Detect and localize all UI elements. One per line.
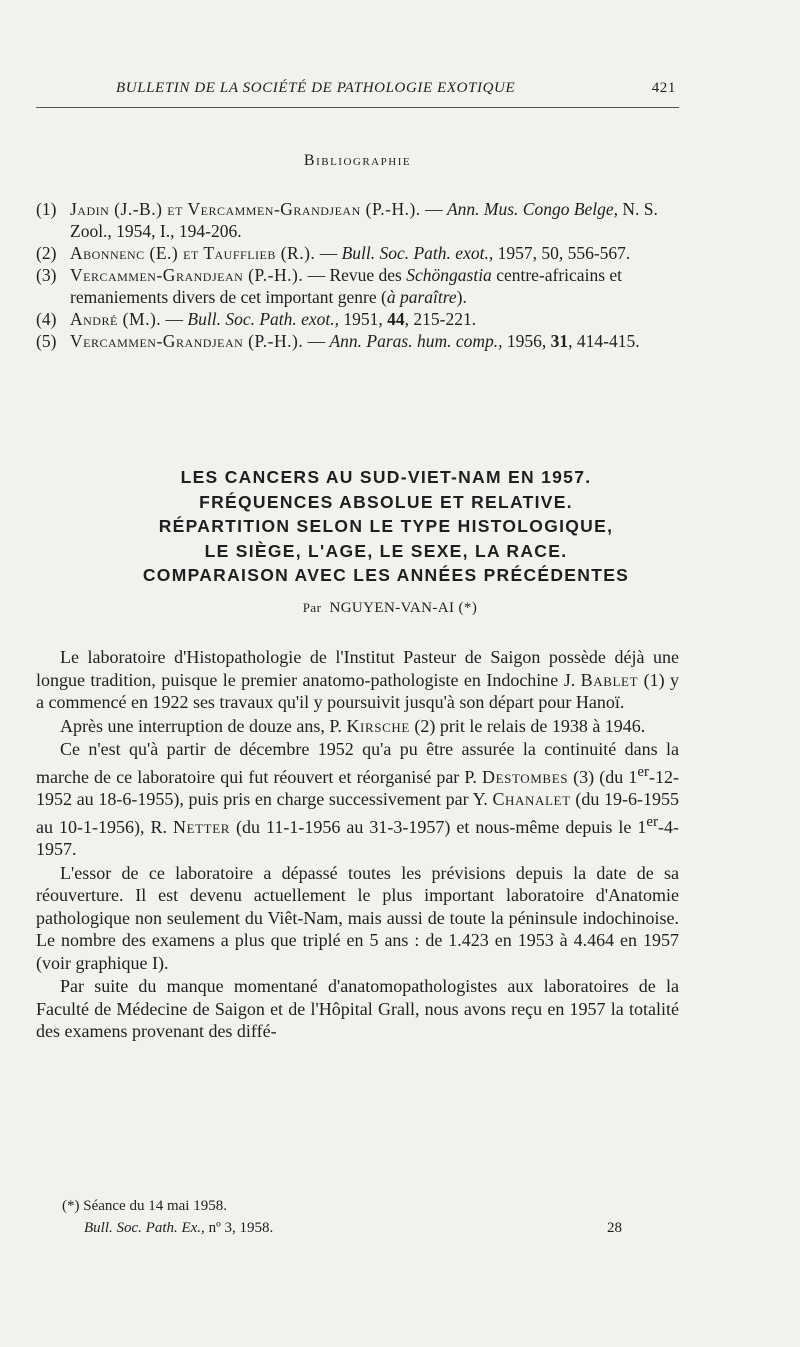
bib-entry-authors: Vercammen-Grandjean (P.-H.). <box>70 265 304 285</box>
text-run: (3) (du 1 <box>568 766 638 787</box>
running-head <box>116 80 676 97</box>
footnote-issue: nº 3, 1958. <box>204 1220 274 1236</box>
bib-entry-genus: Schöngastia <box>406 265 492 285</box>
bib-entry-journal: Bull. Soc. Path. exot., <box>187 309 340 329</box>
bib-entry-5 <box>36 330 679 352</box>
bibliography-list <box>36 198 679 352</box>
article-title-line: COMPARAISON AVEC LES ANNÉES PRÉCÉDENTES <box>142 565 630 585</box>
journal-running-title: BULLETIN DE LA SOCIÉTÉ DE PATHOLOGIE EXOTIQUE <box>116 80 516 96</box>
text-run: Après une interruption de douze ans, P. <box>60 715 347 736</box>
paragraph <box>36 646 679 714</box>
bib-entry-ref: 1957, 50, 556-567. <box>493 243 631 263</box>
byline <box>0 600 780 617</box>
bib-entry-ref: centre-africains et remaniements divers de cet important genre ( <box>70 265 623 307</box>
article-title-line: FRÉQUENCES ABSOLUE ET RELATIVE. <box>199 491 573 512</box>
bib-entry-dash: — <box>161 309 188 329</box>
paragraph: L'essor de ce laboratoire a dépassé toutes les prévisions depuis la date de sa réouverture. Il est devenu actuellement le plus important laboratoire d'Anatomie pathologique non seulement du Viêt-Nam, mais aussi de toute la péninsule indochinoise. Le nombre des examens a plus que triplé en 5 ans : de 1.423 en 1953 à 4.464 en 1957 (voir graphique I). <box>36 862 679 973</box>
bib-entry-number: (5) <box>36 331 57 351</box>
bib-entry-2 <box>36 242 679 264</box>
bib-entry-ref: N. S. Zool., 1954, I., 194-206. <box>70 199 658 241</box>
bib-entry-year: 1951, <box>339 309 388 329</box>
footnote-session: (*) Séance du 14 mai 1958. <box>62 1198 227 1214</box>
page-number: 421 <box>651 80 676 96</box>
bib-entry-dash: — <box>420 199 447 219</box>
text-run: (du 19-6-1955 au 10-1-1956), R. <box>36 789 680 837</box>
bib-entry-dash: — <box>303 265 330 285</box>
person-name: Kirsche <box>346 715 410 736</box>
bib-entry-authors: Vercammen-Grandjean (P.-H.). <box>70 331 304 351</box>
bib-entry-pages: , 414-415. <box>568 331 640 351</box>
bib-entry-3 <box>36 264 679 308</box>
text-run: (du 11-1-1956 au 31-3-1957) et nous-même depuis le 1 <box>230 816 647 837</box>
bib-entry-pre: Revue des <box>329 265 407 285</box>
text-run: Ce n'est qu'à partir de décembre 1952 qu'a pu être assurée la continuité dans la marche de ce laboratoire qui fut réouvert et réorganisé par P. <box>36 739 679 787</box>
bib-entry-close: ). <box>456 287 467 307</box>
article-title-line: LE SIÈGE, L'AGE, LE SEXE, LA RACE. <box>204 540 568 561</box>
article-body <box>36 646 679 1044</box>
footnote <box>62 1195 622 1239</box>
bib-entry-authors: André (M.). <box>70 309 162 329</box>
person-name: Destombes <box>482 766 569 787</box>
paragraph: Par suite du manque momentané d'anatomopathologistes aux laboratoires de la Faculté de Médecine de Saigon et de l'Hôpital Grall, nous avons reçu en 1957 la totalité des examens provenant des diffé- <box>36 976 679 1041</box>
paragraph <box>36 738 679 861</box>
bib-entry-journal: Bull. Soc. Path. exot., <box>341 243 494 263</box>
bibliography-heading: Bibliographie <box>303 152 412 169</box>
ordinal-suffix: er <box>637 763 649 780</box>
bib-entry-1 <box>36 198 679 242</box>
article-author: NGUYEN-VAN-AI (*) <box>329 600 478 616</box>
person-name: Bablet <box>580 669 639 690</box>
text-run: -12-1952 au 18-6-1955), puis pris en charge successivement par Y. <box>36 766 679 809</box>
footnote-journal-line <box>62 1217 622 1239</box>
bib-entry-4 <box>36 308 679 330</box>
header-rule <box>36 107 679 108</box>
text-run: (2) prit le relais de 1938 à 1946. <box>409 715 646 736</box>
text-run: Le laboratoire d'Histopathologie de l'Institut Pasteur de Saigon possède déjà une longue tradition, puisque le premier anatomo-pathologiste en Indochine J. <box>36 647 679 690</box>
bib-entry-number: (3) <box>36 265 57 285</box>
article-title-line: RÉPARTITION SELON LE TYPE HISTOLOGIQUE, <box>158 516 614 536</box>
paragraph <box>36 715 679 738</box>
bib-entry-number: (1) <box>36 199 57 219</box>
bib-entry-authors: Jadin (J.-B.) et Vercammen-Grandjean (P.-H.). <box>70 199 421 219</box>
bib-entry-journal: Ann. Mus. Congo Belge, <box>446 199 619 219</box>
bib-entry-year: 1956, <box>502 331 551 351</box>
text-run: (1) y a commencé en 1922 ses travaux qu'il y poursuivit jusqu'à son départ pour Hanoï. <box>36 669 679 712</box>
article-title <box>66 465 706 588</box>
bib-entry-volume: 44 <box>387 309 405 329</box>
article-title-line: LES CANCERS AU SUD-VIET-NAM EN 1957. <box>180 467 592 487</box>
text-run: -4-1957. <box>36 816 679 859</box>
bib-entry-pages: , 215-221. <box>404 309 477 329</box>
person-name: Chanalet <box>492 789 571 809</box>
ordinal-suffix: er <box>646 813 658 830</box>
bib-entry-status: à paraître <box>386 287 457 307</box>
bib-entry-number: (4) <box>36 309 57 329</box>
bib-entry-dash: — <box>315 243 342 263</box>
signature-mark: 28 <box>607 1220 622 1236</box>
byline-prefix: Par <box>302 600 322 615</box>
bib-entry-number: (2) <box>36 243 57 263</box>
bib-entry-authors: Abonnenc (E.) et Taufflieb (R.). <box>70 243 316 263</box>
footnote-journal: Bull. Soc. Path. Ex., <box>84 1220 205 1236</box>
bib-entry-volume: 31 <box>550 331 569 351</box>
bib-entry-journal: Ann. Paras. hum. comp., <box>329 331 503 351</box>
bib-entry-dash: — <box>303 331 330 351</box>
person-name: Netter <box>173 816 231 837</box>
